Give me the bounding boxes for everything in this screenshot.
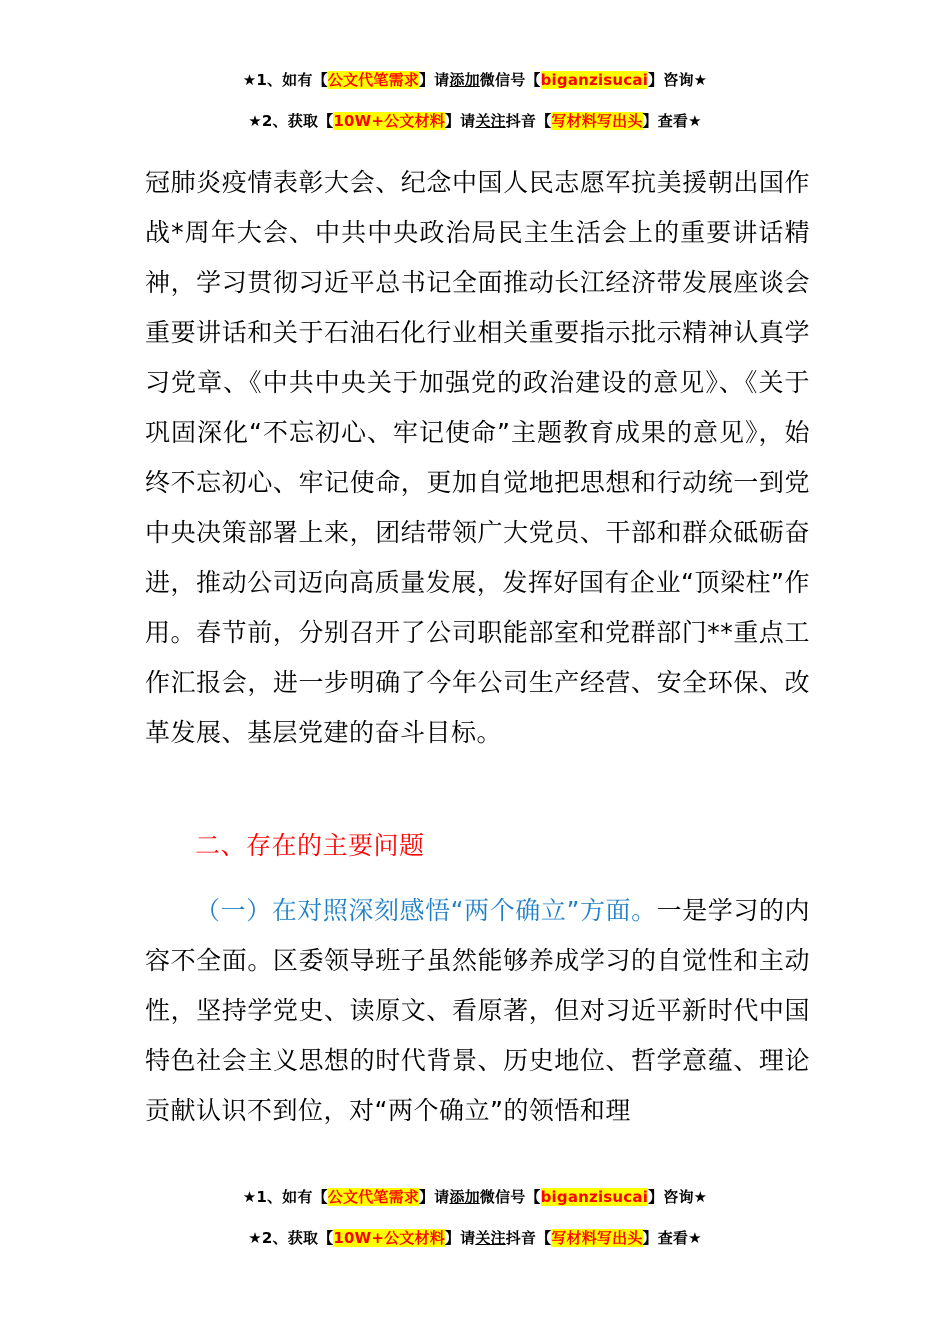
banner-text: 】请 <box>444 112 476 130</box>
banner-text: 】请 <box>418 71 450 89</box>
banner-text: 】查看★ <box>642 1229 702 1247</box>
banner-text: ★2、获取【 <box>248 1229 334 1247</box>
banner-underlined: 添加 <box>449 1188 480 1206</box>
banner-text: 】咨询★ <box>648 1188 708 1206</box>
banner-text: ★1、如有【 <box>242 1188 328 1206</box>
header-banner-line-1 <box>0 69 950 91</box>
banner-text: ★2、获取【 <box>248 112 334 130</box>
banner-text: 微信号【 <box>479 1188 541 1206</box>
banner-highlight: 写材料写出头 <box>551 112 643 130</box>
banner-highlight: biganzisucai <box>540 71 649 89</box>
banner-text: 】请 <box>418 1188 450 1206</box>
banner-highlight: biganzisucai <box>540 1188 649 1206</box>
banner-text: ★1、如有【 <box>242 71 328 89</box>
banner-highlight: 写材料写出头 <box>551 1229 643 1247</box>
body-paragraph-2 <box>145 886 810 1136</box>
banner-highlight: 公文代笔需求 <box>327 1188 419 1206</box>
section-heading: 二、存在的主要问题 <box>195 831 425 860</box>
footer-banner-line-2 <box>0 1227 950 1249</box>
banner-highlight: 10W+公文材料 <box>333 112 445 130</box>
banner-underlined: 关注 <box>475 1229 506 1247</box>
subheading: （一）在对照深刻感悟“两个确立”方面。 <box>195 896 657 925</box>
banner-text: 】咨询★ <box>648 71 708 89</box>
banner-underlined: 添加 <box>449 71 480 89</box>
banner-text: 】查看★ <box>642 112 702 130</box>
banner-text: 微信号【 <box>479 71 541 89</box>
banner-highlight: 10W+公文材料 <box>333 1229 445 1247</box>
paragraph-2-text: 一是学习的内容不全面。区委领导班子虽然能够养成学习的自觉性和主动性，坚持学党史、读原文、看原著，但对习近平新时代中国特色社会主义思想的时代背景、历史地位、哲学意蕴、理论贡献认识不到位，对“两个确立”的领悟和理 <box>145 896 810 1125</box>
body-paragraph-1: 冠肺炎疫情表彰大会、纪念中国人民志愿军抗美援朝出国作战*周年大会、中共中央政治局民主生活会上的重要讲话精神，学习贯彻习近平总书记全面推动长江经济带发展座谈会重要讲话和关于石油石化行业相关重要指示批示精神认真学习党章、《中共中央关于加强党的政治建设的意见》、《关于巩固深化“不忘初心、牢记使命”主题教育成果的意见》，始终不忘初心、牢记使命，更加自觉地把思想和行动统一到党中央决策部署上来，团结带领广大党员、干部和群众砥砺奋进，推动公司迈向高质量发展，发挥好国有企业“顶梁柱”作用。春节前，分别召开了公司职能部室和党群部门**重点工作汇报会，进一步明确了今年公司生产经营、安全环保、改革发展、基层党建的奋斗目标。 <box>145 168 810 747</box>
banner-text: 抖音【 <box>505 1229 552 1247</box>
banner-text: 抖音【 <box>505 112 552 130</box>
banner-highlight: 公文代笔需求 <box>327 71 419 89</box>
banner-underlined: 关注 <box>475 112 506 130</box>
footer-banner-line-1 <box>0 1186 950 1208</box>
banner-text: 】请 <box>444 1229 476 1247</box>
header-banner-line-2 <box>0 110 950 132</box>
